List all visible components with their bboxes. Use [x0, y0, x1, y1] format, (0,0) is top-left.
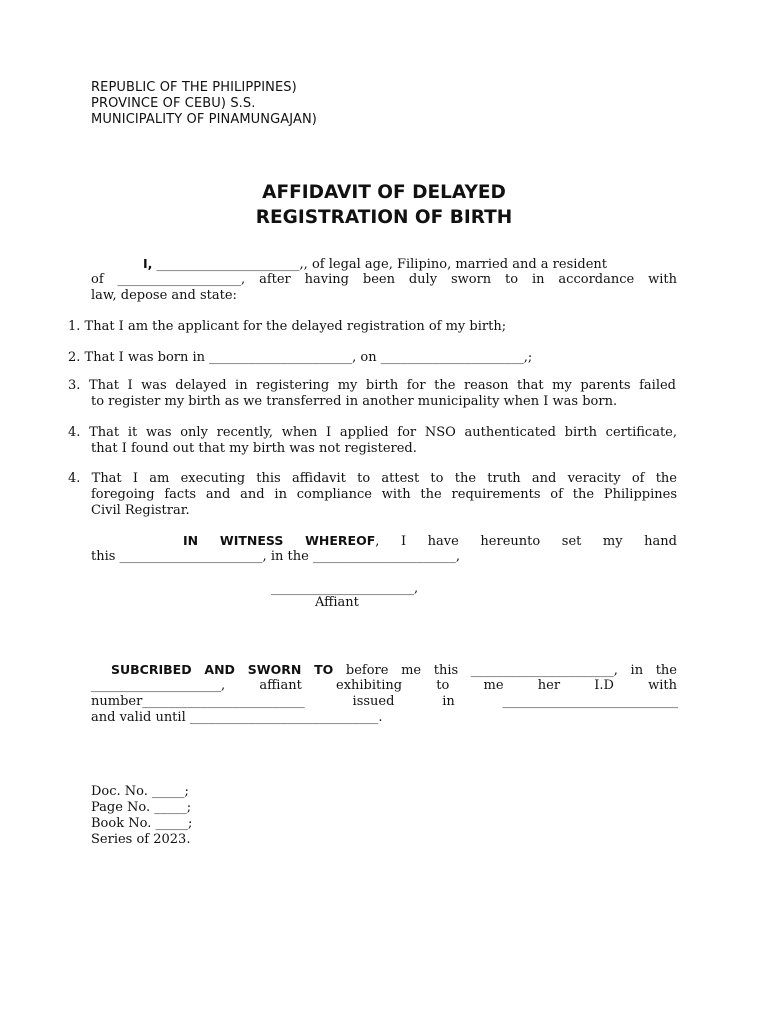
- intro-line-3: law, depose and state:: [91, 288, 237, 303]
- affiant-signature-line: ______________________,: [271, 581, 419, 596]
- jurat-rest: before me this ______________________, in the: [333, 663, 677, 678]
- venue-line-province: PROVINCE OF CEBU) S.S.: [91, 96, 256, 111]
- intro-pronoun: I,: [143, 256, 153, 271]
- jurat-line-1: [111, 662, 677, 679]
- statement-4-line-2: that I found out that my birth was not registered.: [91, 441, 417, 456]
- statement-3-line-1: 3. That I was delayed in registering my birth for the reason that my parents failed: [68, 378, 676, 393]
- statement-5-line-1: 4. That I am executing this affidavit to attest to the truth and veracity of the: [68, 471, 677, 486]
- document-title: [0, 180, 768, 230]
- statement-2: 2. That I was born in ______________________, on ______________________,;: [68, 350, 533, 365]
- statement-5-line-3: Civil Registrar.: [91, 503, 190, 518]
- intro-line-1-text: ______________________,, of legal age, Filipino, married and a resident: [156, 257, 608, 272]
- intro-line-2: of ___________________, after having been duly sworn to in accordance with: [91, 272, 677, 287]
- title-line-1: AFFIDAVIT OF DELAYED: [262, 182, 506, 203]
- venue-header: [91, 80, 317, 128]
- statement-1: 1. That I am the applicant for the delayed registration of my birth;: [68, 319, 507, 334]
- jurat-line-3: number_________________________ issued in ___________________________: [91, 694, 678, 709]
- notary-page-no: Page No. _____;: [91, 800, 192, 815]
- notary-series: Series of 2023.: [91, 832, 191, 847]
- witness-bold: IN WITNESS WHEREOF: [183, 533, 376, 548]
- jurat-line-2: ____________________, affiant exhibiting to me her I.D with: [91, 678, 677, 693]
- jurat-line-4: and valid until _____________________________.: [91, 710, 383, 725]
- notary-doc-no: Doc. No. _____;: [91, 784, 189, 799]
- venue-line-republic: REPUBLIC OF THE PHILIPPINES): [91, 80, 297, 95]
- affiant-label: Affiant: [315, 595, 359, 610]
- statement-4-line-1: 4. That it was only recently, when I applied for NSO authenticated birth certificate,: [68, 425, 677, 440]
- jurat-bold: SUBCRIBED AND SWORN TO: [111, 662, 334, 677]
- witness-rest: , I have hereunto set my hand: [375, 534, 678, 549]
- witness-line-1: [183, 533, 677, 550]
- title-line-2: REGISTRATION OF BIRTH: [255, 207, 513, 228]
- venue-line-municipality: MUNICIPALITY OF PINAMUNGAJAN): [91, 112, 317, 127]
- notary-book-no: Book No. _____;: [91, 816, 193, 831]
- intro-line-1: [143, 256, 607, 273]
- statement-5-line-2: foregoing facts and and in compliance with the requirements of the Philippines: [91, 487, 677, 502]
- statement-3-line-2: to register my birth as we transferred in another municipality when I was born.: [91, 394, 618, 409]
- witness-line-2: this ______________________, in the ______________________,: [91, 549, 461, 564]
